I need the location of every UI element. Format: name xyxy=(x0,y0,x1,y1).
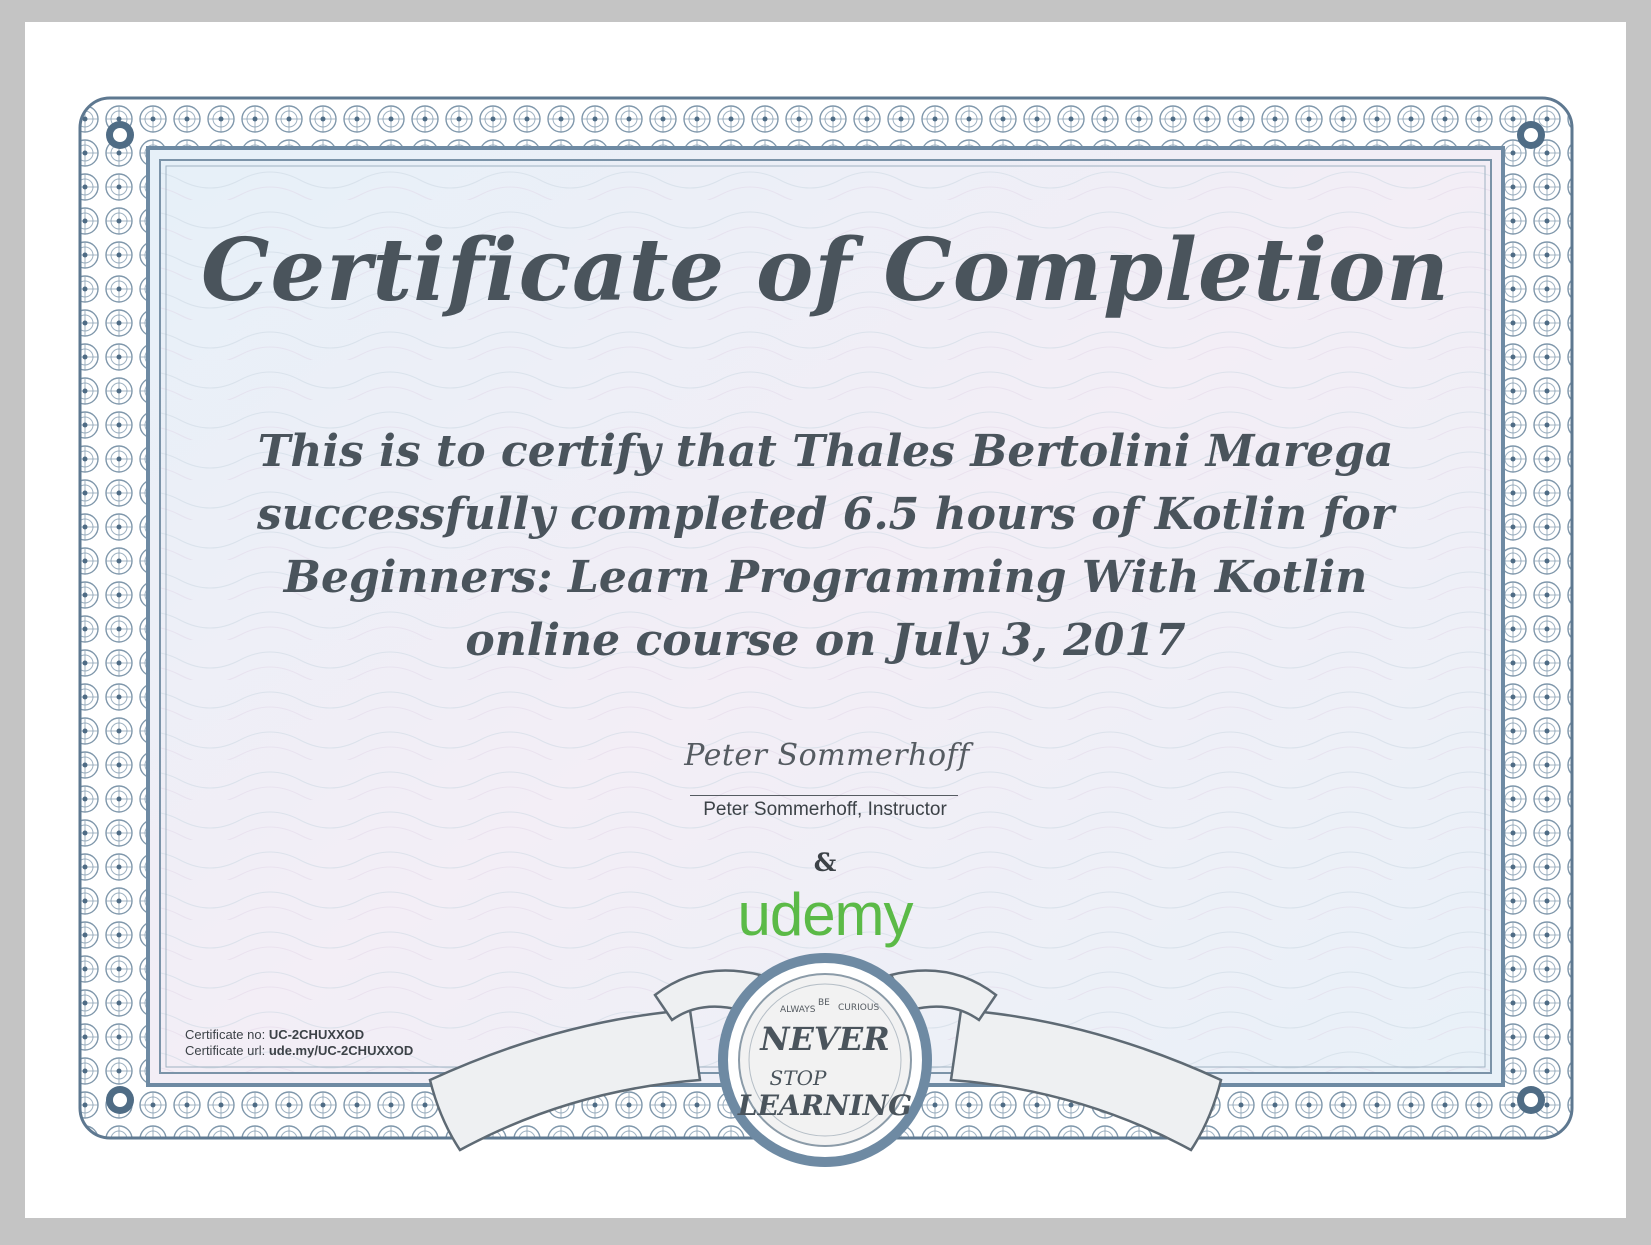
certificate-url-value[interactable]: ude.my/UC-2CHUXXOD xyxy=(268,1043,414,1058)
seal-text-never: NEVER xyxy=(760,1020,890,1058)
corner-ornament-tr xyxy=(1517,121,1545,149)
certificate-meta xyxy=(185,1027,413,1059)
certificate-no-label: Certificate no: xyxy=(185,1027,266,1042)
corner-ornament-tl xyxy=(106,121,134,149)
seal-text-curious: CURIOUS xyxy=(838,1003,880,1013)
seal-text-always: ALWAYS xyxy=(780,1005,816,1015)
certificate-statement: This is to certify that Thales Bertolini Marega successfully completed 6.5 hours of Kotlin for Beginners: Learn Programming With Kotlin online course on July 3, 2017 xyxy=(257,426,1394,666)
instructor-signature: Peter Sommerhoff xyxy=(684,738,970,773)
certificate-no-row xyxy=(185,1027,413,1043)
signature-caption: Peter Sommerhoff, Instructor xyxy=(703,799,947,820)
certificate-url-label: Certificate url: xyxy=(185,1043,266,1058)
seal-text-learning: LEARNING xyxy=(737,1089,913,1122)
corner-ornament-bl xyxy=(106,1086,134,1114)
udemy-logo: udemy xyxy=(737,881,913,948)
seal-text-stop: STOP xyxy=(769,1066,827,1090)
corner-ornament-br xyxy=(1517,1086,1545,1114)
never-stop-learning-seal xyxy=(723,958,927,1162)
certificate-no-value: UC-2CHUXXOD xyxy=(268,1027,365,1042)
seal-text-be: BE xyxy=(818,998,830,1008)
certificate-title: Certificate of Completion xyxy=(201,220,1450,321)
certificate-url-row xyxy=(185,1043,413,1059)
ampersand: & xyxy=(813,848,837,877)
signature-line xyxy=(690,795,958,796)
